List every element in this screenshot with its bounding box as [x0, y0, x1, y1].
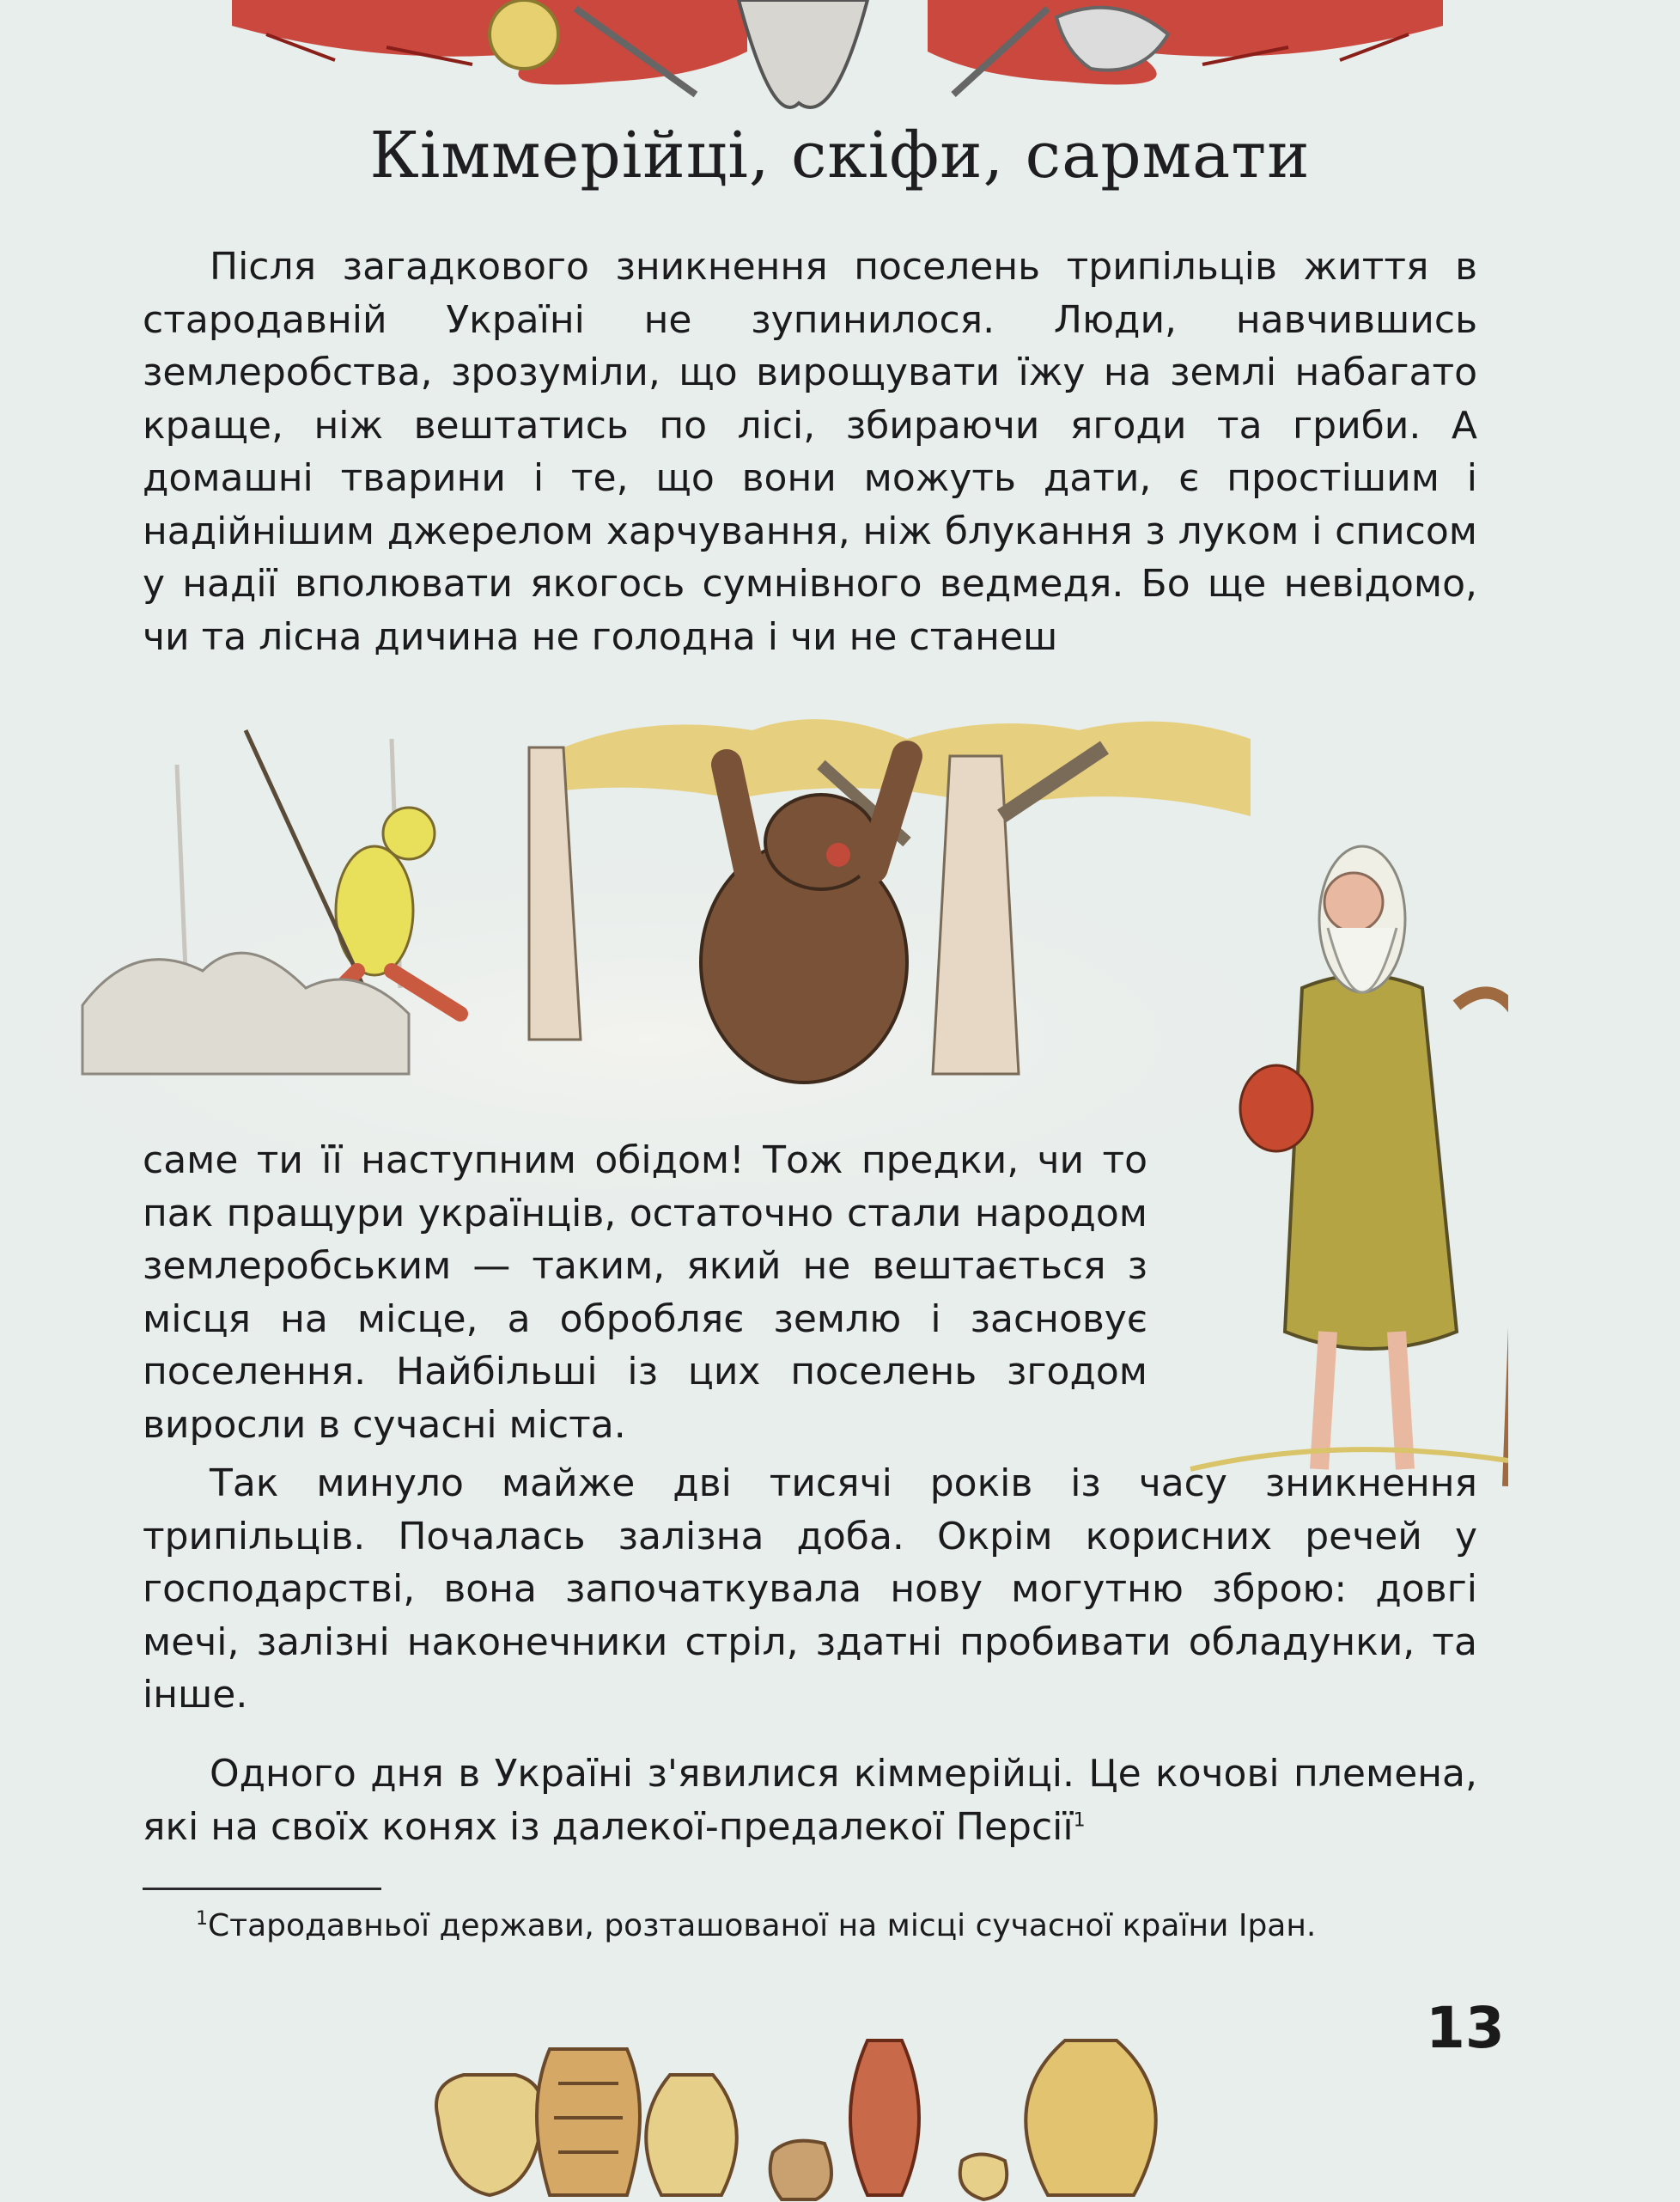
footnote-divider — [143, 1888, 381, 1890]
paragraph-3: Так минуло майже дві тисячі років із часу зникнення трипільців. Почалась залізна доба. Окрім корисних речей у господарстві, вона започаткувала нову могутню зброю: довгі мечі, залізні наконечники стріл, здатні пробивати обладунки, та інше. — [143, 1461, 1477, 1717]
top-banner-illustration — [215, 0, 1460, 129]
paragraph-1: Після загадкового зникнення поселень трипільців життя в стародавній Україні не зупинилося. Люди, навчившись землеробства, зрозуміли, що вирощувати їжу на землі набагато краще, ніж вештатись по лісі, збираючи ягоди та гриби. А домашні тварини і те, що вони можуть дати, є простішим і надійнішим джерелом харчування, ніж блукання з луком і списом у надії вполювати якогось сумнівного ведмедя. Бо ще невідомо, чи та лісна дичина не голодна і чи не станеш — [143, 245, 1477, 659]
footnote-mark: 1 — [196, 1908, 208, 1930]
pottery-illustration — [412, 2015, 1202, 2202]
footnote — [196, 1897, 1484, 1949]
page-title: Кіммерійці, скіфи, сармати — [369, 119, 1311, 192]
paragraph-4 — [143, 1748, 1477, 1853]
footnote-text: Стародавньої держави, розташованої на місці сучасної країни Іран. — [208, 1908, 1317, 1943]
paragraph-4-text: Одного дня в Україні з'явилися кіммерійці. Це кочові племена, які на своїх конях із далекої-предалекої Персії — [143, 1752, 1477, 1849]
paragraph-2: саме ти її наступним обідом! Тож предки, чи то пак пращури українців, остаточно стали народом землеробським — таким, який не вештається з місця на місце, а обробляє землю і засновує поселення. Найбільші із цих поселень згодом виросли в сучасні міста. — [143, 1138, 1147, 1447]
old-man-figure — [1240, 846, 1508, 1486]
page-number: 13 — [1426, 1995, 1505, 2061]
footnote-reference[interactable]: 1 — [1073, 1809, 1086, 1831]
bear-figure — [701, 756, 907, 1083]
